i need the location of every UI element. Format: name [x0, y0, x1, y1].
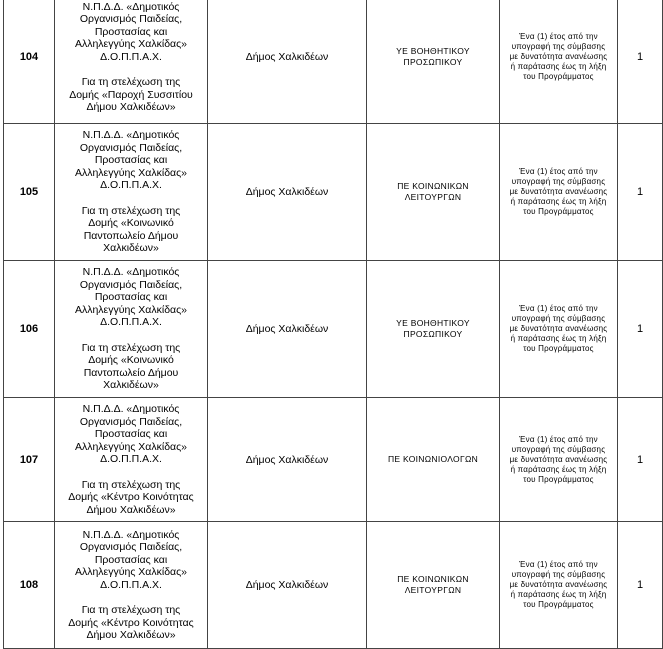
organization-line: Οργανισμός Παιδείας,	[79, 541, 183, 553]
row-number: 108	[4, 522, 55, 649]
organization-line: Ν.Π.Δ.Δ. «Δημοτικός	[82, 528, 180, 541]
purpose-line: Δήμου Χαλκιδέων»	[86, 503, 176, 516]
table-row	[4, 261, 663, 398]
organization-line: Δ.Ο.Π.Π.Α.Χ.	[100, 50, 162, 63]
duration-line: του Προγράμματος	[523, 474, 594, 484]
organization-line: Ν.Π.Δ.Δ. «Δημοτικός	[82, 403, 180, 415]
organization-line: Προστασίας και	[94, 25, 168, 38]
duration-line: του Προγράμματος	[523, 600, 594, 609]
duration-line: του Προγράμματος	[523, 72, 594, 81]
purpose-line: Χαλκιδέων»	[103, 242, 159, 255]
positions-count: 1	[618, 261, 663, 398]
organization-line: Οργανισμός Παιδείας,	[79, 278, 183, 291]
duration-line: Ένα (1) έτος από την	[519, 560, 598, 569]
specialty-line: ΛΕΙΤΟΥΡΓΩΝ	[404, 585, 462, 595]
purpose-line: Δομής «Παροχή Συσσιτίου	[69, 88, 193, 101]
organization-line: Δ.Ο.Π.Π.Α.Χ.	[100, 179, 162, 192]
purpose-line: Δήμου Χαλκιδέων»	[86, 629, 176, 641]
organization-line: Οργανισμός Παιδείας,	[79, 141, 183, 154]
positions-count: 1	[618, 398, 663, 522]
organization-line: Ν.Π.Δ.Δ. «Δημοτικός	[82, 129, 180, 142]
specialty-cell	[367, 522, 500, 649]
organization-line: Προστασίας και	[94, 154, 168, 167]
duration-cell	[500, 261, 618, 398]
specialty-cell	[367, 124, 500, 261]
spacer	[57, 591, 205, 604]
organization-line: Προστασίας και	[94, 553, 168, 566]
municipality-cell: Δήμος Χαλκιδέων	[208, 0, 367, 124]
spacer	[57, 329, 205, 342]
duration-cell	[500, 522, 618, 649]
duration-line: υπογραφή της σύμβασης	[511, 177, 606, 186]
specialty-line: ΠΕ ΚΟΙΝΩΝΙΚΩΝ	[397, 181, 469, 191]
organization-line: Οργανισμός Παιδείας,	[79, 13, 183, 25]
specialty-line: ΠΡΟΣΩΠΙΚΟΥ	[403, 57, 463, 67]
organization-line: Δ.Ο.Π.Π.Α.Χ.	[100, 316, 162, 329]
specialty-line: ΠΕ ΚΟΙΝΩΝΙΟΛΟΓΩΝ	[387, 454, 479, 464]
purpose-line: Για τη στελέχωση της	[81, 604, 181, 616]
duration-cell	[500, 398, 618, 522]
purpose-line: Για τη στελέχωση της	[81, 76, 181, 88]
duration-line: ή παράτασης έως τη λήξη	[510, 197, 607, 206]
positions-count: 1	[618, 0, 663, 124]
duration-line: με δυνατότητα ανανέωσης	[509, 454, 608, 464]
duration-line: του Προγράμματος	[523, 344, 594, 353]
positions-table-body	[4, 0, 663, 649]
specialty-cell	[367, 261, 500, 398]
specialty-line: ΠΡΟΣΩΠΙΚΟΥ	[403, 329, 463, 339]
organization-cell	[55, 124, 208, 261]
organization-line: Ν.Π.Δ.Δ. «Δημοτικός	[82, 0, 180, 13]
spacer	[57, 63, 205, 76]
organization-line: Οργανισμός Παιδείας,	[79, 415, 183, 428]
row-number: 105	[4, 124, 55, 261]
organization-cell	[55, 398, 208, 522]
organization-line: Αλληλεγγύης Χαλκίδας»	[74, 303, 188, 316]
duration-line: ή παράτασης έως τη λήξη	[510, 62, 607, 71]
organization-line: Προστασίας και	[94, 428, 168, 440]
duration-line: Ένα (1) έτος από την	[519, 32, 598, 41]
organization-line: Αλληλεγγύης Χαλκίδας»	[74, 566, 188, 578]
municipality-cell: Δήμος Χαλκιδέων	[208, 522, 367, 649]
organization-line: Αλληλεγγύης Χαλκίδας»	[74, 166, 188, 179]
municipality-cell: Δήμος Χαλκιδέων	[208, 124, 367, 261]
organization-line: Δ.Ο.Π.Π.Α.Χ.	[100, 453, 162, 465]
specialty-line: ΠΕ ΚΟΙΝΩΝΙΚΩΝ	[397, 574, 469, 584]
duration-line: με δυνατότητα ανανέωσης	[509, 187, 608, 196]
organization-line: Ν.Π.Δ.Δ. «Δημοτικός	[82, 266, 180, 279]
purpose-line: Για τη στελέχωση της	[81, 341, 181, 354]
purpose-line: Χαλκιδέων»	[103, 379, 159, 392]
specialty-line: ΥΕ ΒΟΗΘΗΤΙΚΟΥ	[396, 46, 470, 56]
organization-line: Αλληλεγγύης Χαλκίδας»	[74, 38, 188, 50]
purpose-line: Για τη στελέχωση της	[81, 478, 181, 491]
organization-cell	[55, 0, 208, 124]
duration-line: με δυνατότητα ανανέωσης	[509, 52, 608, 61]
specialty-line: ΛΕΙΤΟΥΡΓΩΝ	[404, 192, 462, 202]
duration-line: με δυνατότητα ανανέωσης	[509, 580, 608, 589]
duration-line: Ένα (1) έτος από την	[519, 434, 598, 444]
municipality-cell: Δήμος Χαλκιδέων	[208, 261, 367, 398]
table-row	[4, 0, 663, 124]
organization-line: Αλληλεγγύης Χαλκίδας»	[74, 440, 188, 453]
spacer	[57, 192, 205, 205]
purpose-line: Παντοπωλείο Δήμου	[83, 366, 179, 379]
row-number: 104	[4, 0, 55, 124]
specialty-cell	[367, 398, 500, 522]
duration-line: υπογραφή της σύμβασης	[511, 570, 606, 579]
row-number: 106	[4, 261, 55, 398]
duration-cell	[500, 124, 618, 261]
duration-line: Ένα (1) έτος από την	[519, 167, 598, 176]
table-row	[4, 522, 663, 649]
purpose-line: Δομής «Κέντρο Κοινότητας	[68, 491, 194, 503]
purpose-line: Δομής «Κοινωνικό	[88, 217, 174, 230]
organization-line: Προστασίας και	[94, 291, 168, 304]
duration-line: του Προγράμματος	[523, 207, 594, 216]
duration-line: υπογραφή της σύμβασης	[511, 444, 606, 454]
organization-cell	[55, 261, 208, 398]
purpose-line: Δομής «Κοινωνικό	[88, 354, 174, 367]
purpose-line: Παντοπωλείο Δήμου	[83, 229, 179, 242]
duration-line: υπογραφή της σύμβασης	[511, 42, 606, 51]
municipality-cell: Δήμος Χαλκιδέων	[208, 398, 367, 522]
duration-line: Ένα (1) έτος από την	[519, 304, 598, 313]
table-row	[4, 124, 663, 261]
duration-cell	[500, 0, 618, 124]
purpose-line: Για τη στελέχωση της	[81, 204, 181, 217]
spacer	[57, 466, 205, 479]
duration-line: υπογραφή της σύμβασης	[511, 314, 606, 323]
purpose-line: Δήμου Χαλκιδέων»	[86, 101, 176, 113]
table-row	[4, 398, 663, 522]
positions-table	[3, 0, 663, 649]
duration-line: με δυνατότητα ανανέωσης	[509, 324, 608, 333]
duration-line: ή παράτασης έως τη λήξη	[510, 590, 607, 599]
purpose-line: Δομής «Κέντρο Κοινότητας	[68, 616, 194, 629]
specialty-cell	[367, 0, 500, 124]
duration-line: ή παράτασης έως τη λήξη	[510, 334, 607, 343]
positions-count: 1	[618, 124, 663, 261]
row-number: 107	[4, 398, 55, 522]
positions-count: 1	[618, 522, 663, 649]
organization-line: Δ.Ο.Π.Π.Α.Χ.	[100, 578, 162, 591]
specialty-line: ΥΕ ΒΟΗΘΗΤΙΚΟΥ	[396, 318, 470, 328]
duration-line: ή παράτασης έως τη λήξη	[510, 464, 607, 474]
organization-cell	[55, 522, 208, 649]
